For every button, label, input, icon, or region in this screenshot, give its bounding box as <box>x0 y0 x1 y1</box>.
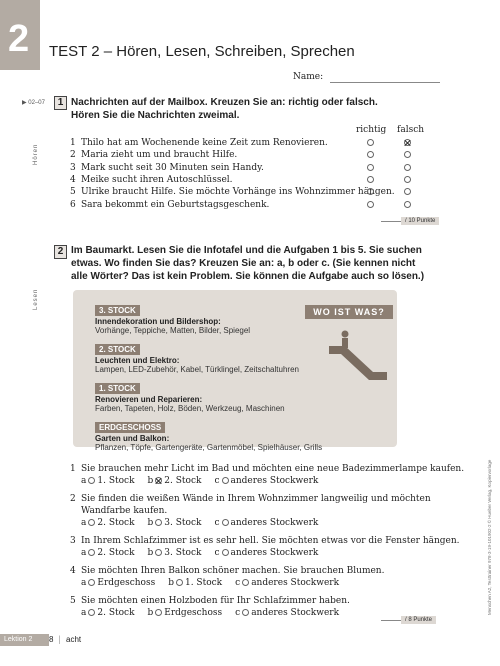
task-text: Sie brauchen mehr Licht im Bad und möchten eine neue Badezimmerlampe kaufen. <box>81 464 465 474</box>
task-options <box>81 475 318 487</box>
item-number: 1 <box>70 138 76 148</box>
section-2-points <box>381 606 436 625</box>
item-number: 4 <box>70 174 76 185</box>
option-a-text: 2. Stock <box>97 548 135 558</box>
task-number: 3 <box>70 536 76 546</box>
floor-block <box>95 337 335 374</box>
option-c: c anderes Stockwerk <box>235 608 340 618</box>
item-text: Maria zieht um und braucht Hilfe. <box>81 150 238 161</box>
heading-line: Hören Sie die Nachrichten zweimal. <box>71 110 240 121</box>
option-c-radio[interactable] <box>242 579 249 586</box>
option-c-text: anderes Stockwerk <box>230 548 319 558</box>
option-a-radio[interactable] <box>88 609 95 616</box>
floor-block <box>95 376 335 413</box>
option-a: a 2. Stock <box>81 518 135 528</box>
task-number: 2 <box>70 494 76 504</box>
option-a: a Erdgeschoss <box>81 578 156 588</box>
name-label: Name: <box>293 72 324 82</box>
option-b-text: 1. Stock <box>184 578 223 588</box>
task-item <box>70 535 470 558</box>
floor-items: Vorhänge, Teppiche, Matten, Bilder, Spiegel <box>95 326 251 335</box>
floor-category: Garten und Balkon: <box>95 434 170 443</box>
radio-richtig[interactable] <box>367 201 374 208</box>
option-b: b Erdgeschoss <box>147 608 223 618</box>
list-item <box>70 149 450 161</box>
list-item <box>70 186 450 198</box>
option-a-text: Erdgeschoss <box>97 578 156 588</box>
section-1-number: 1 <box>54 96 67 110</box>
col-falsch: falsch <box>397 125 425 135</box>
option-b-radio[interactable] <box>155 609 162 616</box>
option-c-radio[interactable] <box>222 549 229 556</box>
option-a-radio[interactable] <box>88 579 95 586</box>
option-b: b 2. Stock <box>147 476 202 486</box>
task-number: 1 <box>70 464 76 474</box>
option-c: c anderes Stockwerk <box>214 518 319 528</box>
task-number: 5 <box>70 596 76 606</box>
heading-line: Nachrichten auf der Mailbox. Kreuzen Sie an: richtig oder falsch. <box>71 97 378 108</box>
item-text: Ulrike braucht Hilfe. Sie möchte Vorhänge ins Wohnzimmer hängen. <box>81 187 395 198</box>
option-b-radio[interactable] <box>155 519 162 526</box>
option-a-text: 1. Stock <box>97 476 135 486</box>
page-number: 8 <box>49 635 54 644</box>
col-richtig: richtig <box>356 125 387 135</box>
radio-falsch[interactable] <box>404 164 411 171</box>
option-a-text: 2. Stock <box>97 518 135 528</box>
page-word: acht <box>66 635 82 644</box>
option-a-radio[interactable] <box>88 549 95 556</box>
option-c-radio[interactable] <box>242 609 249 616</box>
radio-falsch[interactable] <box>404 139 411 146</box>
task-text: Wandfarbe kaufen. <box>81 506 168 516</box>
option-a-radio[interactable] <box>88 477 95 484</box>
task-item <box>70 565 470 588</box>
escalator-icon <box>323 328 393 384</box>
floor-items: Lampen, LED-Zubehör, Kabel, Türklingel, Zeitschaltuhren <box>95 365 299 374</box>
points-blank[interactable] <box>381 614 401 621</box>
list-item <box>70 162 450 174</box>
option-a: a 1. Stock <box>81 476 135 486</box>
option-a: a 2. Stock <box>81 608 135 618</box>
radio-richtig[interactable] <box>367 164 374 171</box>
task-item <box>70 493 470 528</box>
option-c-radio[interactable] <box>222 519 229 526</box>
audio-track-tag: ▶ 02–07 <box>22 100 45 106</box>
item-text: Sara bekommt ein Geburtstagsgeschenk. <box>81 199 270 210</box>
floor-label: ERDGESCHOSS <box>95 422 165 433</box>
task-text: Sie möchten Ihren Balkon schöner machen. Sie brauchen Blumen. <box>81 566 385 576</box>
section-2-heading <box>71 244 424 283</box>
chapter-number: 2 <box>8 18 30 60</box>
task-options <box>81 577 339 589</box>
task-text: Sie möchten einen Holzboden für Ihr Schlafzimmer haben. <box>81 596 350 606</box>
option-b-text: Erdgeschoss <box>164 608 223 618</box>
option-b-radio[interactable] <box>155 549 162 556</box>
heading-line: etwas. Wo finden Sie das? Kreuzen Sie an: a, b oder c. (Sie kennen nicht <box>71 258 416 269</box>
option-c-text: anderes Stockwerk <box>251 578 340 588</box>
floor-block <box>95 298 335 335</box>
points-label: / 8 Punkte <box>401 616 436 624</box>
points-blank[interactable] <box>381 215 401 222</box>
floor-category: Leuchten und Elektro: <box>95 356 180 365</box>
radio-richtig[interactable] <box>367 151 374 158</box>
radio-falsch[interactable] <box>404 188 411 195</box>
option-b: b 3. Stock <box>147 518 202 528</box>
section-2-number: 2 <box>54 245 67 259</box>
section-1-heading <box>71 96 378 122</box>
floor-category: Renovieren und Reparieren: <box>95 395 203 404</box>
radio-falsch[interactable] <box>404 176 411 183</box>
option-a: a 2. Stock <box>81 548 135 558</box>
item-text: Meike sucht ihren Autoschlüssel. <box>81 174 233 185</box>
task-text: Sie finden die weißen Wände in Ihrem Wohnzimmer langweilig und möchten <box>81 494 431 504</box>
wo-ist-was-badge: WO IST WAS? <box>305 305 393 319</box>
floor-label: 2. STOCK <box>95 344 140 355</box>
info-board <box>73 290 397 452</box>
task-item <box>70 463 470 486</box>
option-c-text: anderes Stockwerk <box>251 608 340 618</box>
floor-category: Innendekoration und Bildershop: <box>95 317 221 326</box>
section-1-side-label: Hören <box>33 143 39 165</box>
radio-falsch[interactable] <box>404 151 411 158</box>
item-number: 2 <box>70 150 76 161</box>
task-options <box>81 547 318 559</box>
option-c-text: anderes Stockwerk <box>230 476 319 486</box>
option-c: c anderes Stockwerk <box>214 548 319 558</box>
page-title: TEST 2 – Hören, Lesen, Schreiben, Sprechen <box>49 43 355 60</box>
task-text: In Ihrem Schlafzimmer ist es sehr hell. Sie möchten etwas vor die Fenster hängen. <box>81 536 460 546</box>
floor-items: Farben, Tapeten, Holz, Böden, Werkzeug, Maschinen <box>95 404 285 413</box>
radio-richtig[interactable] <box>367 176 374 183</box>
item-number: 3 <box>70 162 76 173</box>
radio-richtig[interactable] <box>367 139 374 146</box>
footer-divider: | <box>58 635 61 644</box>
floor-label: 1. STOCK <box>95 383 140 394</box>
option-b: b 3. Stock <box>147 548 202 558</box>
option-c-text: anderes Stockwerk <box>230 518 319 528</box>
floor-block <box>95 415 335 452</box>
option-c: c anderes Stockwerk <box>214 476 319 486</box>
floor-label: 3. STOCK <box>95 305 140 316</box>
option-b-radio[interactable] <box>155 477 162 484</box>
item-number: 6 <box>70 199 76 210</box>
task-options <box>81 607 339 619</box>
option-b-text: 3. Stock <box>164 518 202 528</box>
option-b-radio[interactable] <box>176 579 183 586</box>
option-a-radio[interactable] <box>88 519 95 526</box>
item-number: 5 <box>70 187 76 198</box>
option-c: c anderes Stockwerk <box>235 578 340 588</box>
task-options <box>81 517 318 529</box>
heading-line: alle Wörter? Das ist kein Problem. Sie können die Aufgabe auch so lösen.) <box>71 271 425 282</box>
list-item <box>70 137 450 149</box>
option-b: b 1. Stock <box>168 578 223 588</box>
floor-list <box>95 298 335 454</box>
option-a-text: 2. Stock <box>97 608 135 618</box>
task-number: 4 <box>70 566 76 576</box>
option-c-radio[interactable] <box>222 477 229 484</box>
section-1-points <box>381 207 439 226</box>
floor-items: Pflanzen, Töpfe, Gartengeräte, Gartenmöbel, Spielhäuser, Grills <box>95 443 323 452</box>
item-text: Thilo hat am Wochenende keine Zeit zum Renovieren. <box>81 138 328 148</box>
option-b-text: 3. Stock <box>164 548 202 558</box>
list-item <box>70 174 450 186</box>
section-2-side-label: Lesen <box>33 288 39 310</box>
points-label: / 10 Punkte <box>401 217 439 225</box>
lektion-tag: Lektion 2 <box>0 634 49 646</box>
option-b-text: 2. Stock <box>164 476 202 486</box>
heading-line: Im Baumarkt. Lesen Sie die Infotafel und die Aufgaben 1 bis 5. Sie suchen <box>71 245 422 256</box>
item-text: Mark sucht seit 30 Minuten sein Handy. <box>81 162 264 173</box>
copyright-note: Menschen A2, Testtrainer 978-3-19-101902-2 © Hueber Verlag, Kopiervorlage <box>487 459 492 615</box>
name-field[interactable] <box>330 82 440 83</box>
